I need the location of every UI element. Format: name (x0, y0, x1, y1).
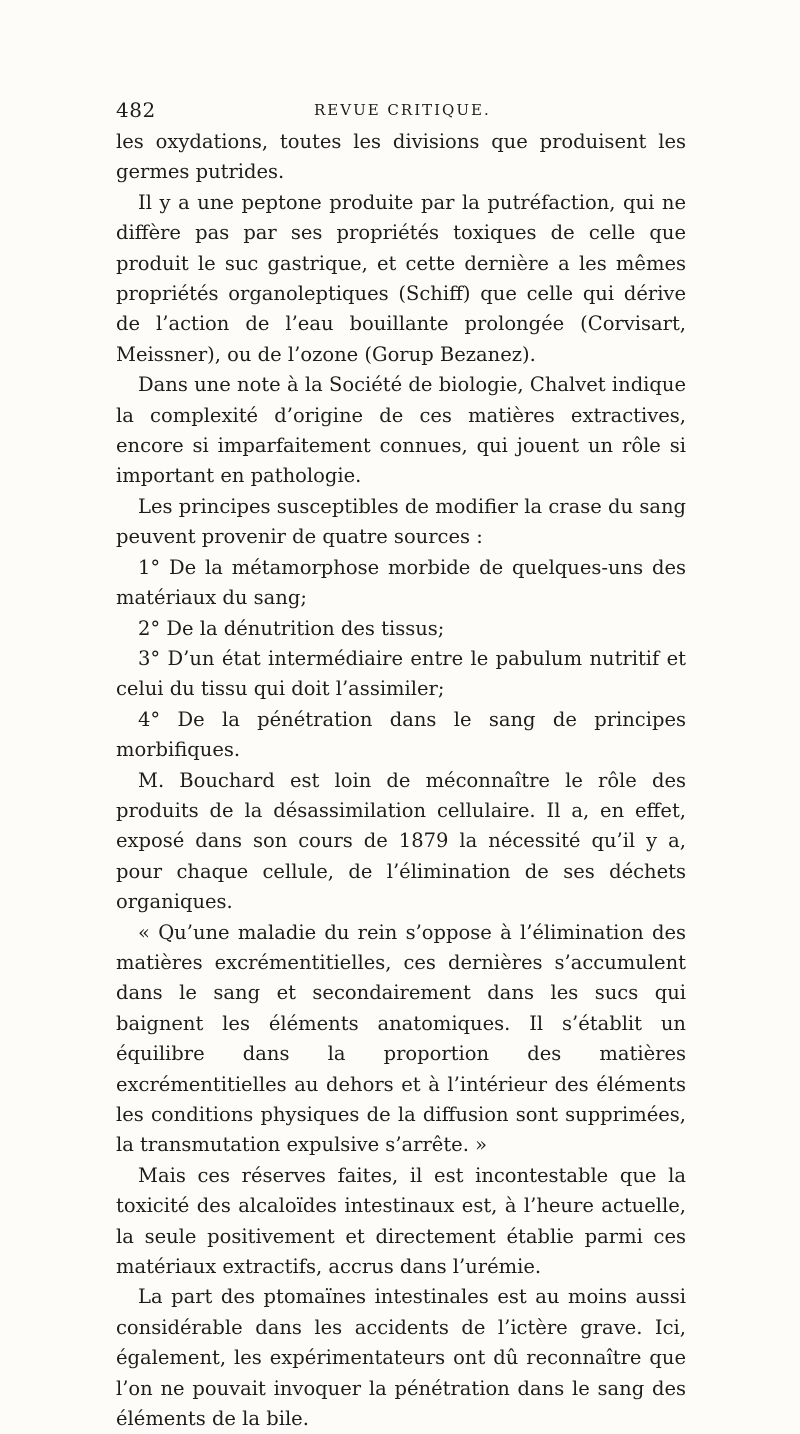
paragraph-chalvet-note: Dans une note à la Société de biologie, Chalvet indique la complexité d’origine de ces matières extractives, encore si imparfaitement connues, qui jouent un rôle si important en pathologie. (116, 373, 686, 488)
paragraph-toxicity: Mais ces réserves faites, il est incontestable que la toxicité des alcaloïdes intestinaux est, à l’heure actuelle, la seule positivement et directement établie parmi ces matériaux extractifs, accrus dans l’urémie. (116, 1163, 686, 1279)
list-item-source-4: 4° De la pénétration dans le sang de principes morbifiques. (116, 707, 686, 762)
page-number: 482 (116, 98, 156, 122)
page-body (116, 127, 686, 1434)
list-item-source-2: 2° De la dénutrition des tissus; (138, 616, 445, 640)
list-item-source-3: 3° D’un état intermédiaire entre le pabulum nutritif et celui du tissu qui doit l’assimiler; (116, 646, 686, 701)
paragraph-ptomaines: La part des ptomaïnes intestinales est au moins aussi considérable dans les accidents de l’ictère grave. Ici, également, les expérimentateurs ont dû reconnaître que l’on ne pouvait invoquer la pénétration dans le sang des éléments de la bile. (116, 1285, 686, 1431)
paragraph-peptone: Il y a une peptone produite par la putréfaction, qui ne diffère pas par ses propriétés toxiques de celle que produit le suc gastrique, et cette dernière a les mêmes propriétés organoleptiques (Schiff) que celle qui dérive de l’action de l’eau bouillante prolongée (Corvisart, Meissner), ou de l’ozone (Gorup Bezanez). (116, 190, 686, 366)
page-header (116, 98, 684, 128)
paragraph-bouchard: M. Bouchard est loin de méconnaître le rôle des produits de la désassimilation cellulaire. Il a, en effet, exposé dans son cours de 1879 la nécessité qu’il y a, pour chaque cellule, de l’élimination de ses déchets organiques. (116, 768, 686, 914)
paragraph-continuation: les oxydations, toutes les divisions que produisent les germes putrides. (116, 130, 686, 184)
paragraph-quotation: « Qu’une maladie du rein s’oppose à l’élimination des matières excrémentitielles, ces dernières s’accumulent dans le sang et secondairement dans les sucs qui baignent les éléments anatomiques. Il s’établit un équilibre dans la proportion des matières excrémentitielles au dehors et à l’intérieur des éléments les conditions physiques de la diffusion sont supprimées, la transmutation expulsive s’arrête. » (116, 920, 686, 1157)
paragraph-sources-intro: Les principes susceptibles de modifier la crase du sang peuvent provenir de quatre sources : (116, 494, 686, 549)
running-title: REVUE CRITIQUE. (314, 101, 491, 119)
list-item-source-1: 1° De la métamorphose morbide de quelques-uns des matériaux du sang; (116, 555, 686, 610)
